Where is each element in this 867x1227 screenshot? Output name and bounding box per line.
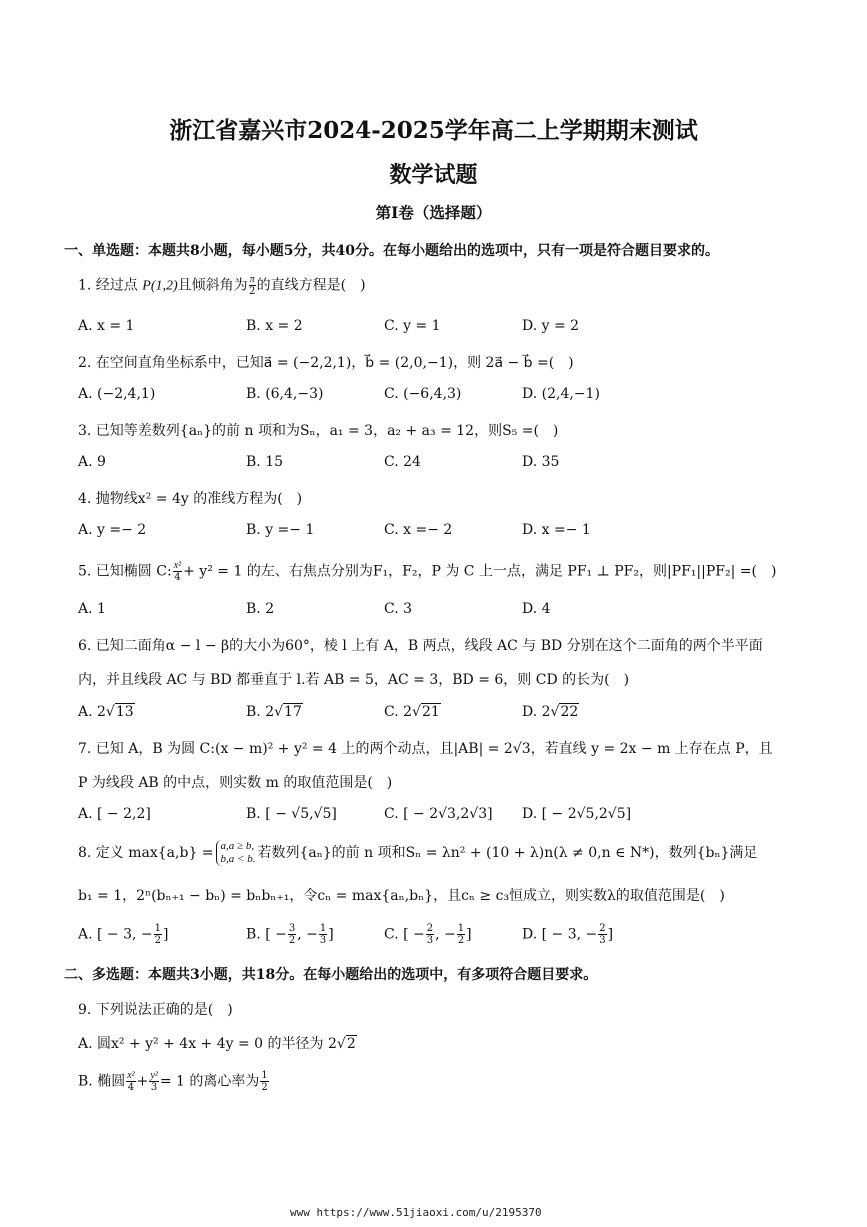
question-3: 3. 已知等差数列{aₙ}的前 n 项和为Sₙ，a₁ = 3，a₂ + a₃ = 12，则S₅ =( ): [78, 423, 559, 439]
q7-option-d: D. [ − 2√5,2√5]: [522, 806, 632, 822]
q2-option-d: D. (2,4,−1): [522, 386, 600, 402]
q5-option-d: D. 4: [522, 601, 551, 617]
question-2: 2. 在空间直角坐标系中，已知a⃗ = (−2,2,1)，b⃗ = (2,0,−1)，则 2a⃗ − b⃗ =( ): [78, 355, 574, 371]
q6-option-b: B. 2√17: [246, 704, 302, 720]
q9-option-b: B. 椭圆 $\frac{\text{x²}}{4}$ + $\frac{\text{y²}}{3}$ = 1 的离心率为 $\frac{1}{2}$: [78, 1070, 268, 1093]
question-9: 9. 下列说法正确的是( ): [78, 1002, 233, 1018]
q1-option-b: B. x = 2: [246, 318, 303, 334]
q6-option-c: C. 2√21: [384, 704, 440, 720]
question-7-line-1: 7. 已知 A，B 为圆 C:(x − m)² + y² = 4 上的两个动点，且|AB| = 2√3，若直线 y = 2x − m 上存在点 P，且: [78, 741, 773, 757]
question-5: 5. 已知椭圆 C: $\frac{\text{x²}}{4}$ + y² = 1 的左、右焦点分别为F₁，F₂，P 为 C 上一点，满足 PF₁ ⊥ PF₂，则|PF₁||PF₂| =( ): [78, 560, 777, 583]
question-8-line-2: b₁ = 1，2ⁿ(bₙ₊₁ − bₙ) = bₙbₙ₊₁，令cₙ = max{aₙ,bₙ}，且cₙ ≥ c₃恒成立，则实数λ的取值范围是( ): [78, 888, 725, 904]
question-4: 4. 抛物线x² = 4y 的准线方程为( ): [78, 491, 303, 507]
q1-option-c: C. y = 1: [384, 318, 441, 334]
q1-option-a: A. x = 1: [78, 318, 135, 334]
q4-option-d: D. x =− 1: [522, 522, 591, 538]
question-1: 1. 经过点 P(1,2)且倾斜角为 $\frac{\pi}{2}$ 的直线方程是( ): [78, 274, 366, 297]
q8-option-b: B. [ − $\frac{3}{2}$ , − $\frac{1}{3}$ ]: [246, 923, 334, 946]
question-6-line-2: 内，并且线段 AC 与 BD 都垂直于 l.若 AB = 5，AC = 3，BD = 6，则 CD 的长为( ): [78, 672, 630, 688]
q5-option-b: B. 2: [246, 601, 275, 617]
q4-option-a: A. y =− 2: [78, 522, 147, 538]
q7-option-c: C. [ − 2√3,2√3]: [384, 806, 493, 822]
section-multi-choice: 二、多选题：本题共3小题，共18分。在每小题给出的选项中，有多项符合题目要求。: [64, 967, 598, 983]
q5-option-c: C. 3: [384, 601, 413, 617]
q2-option-b: B. (6,4,−3): [246, 386, 324, 402]
q8-option-c: C. [ − $\frac{2}{3}$ , − $\frac{1}{2}$ ]: [384, 923, 472, 946]
q4-option-c: C. x =− 2: [384, 522, 453, 538]
question-6-line-1: 6. 已知二面角α − l − β的大小为60°，棱 l 上有 A，B 两点，线段 AC 与 BD 分别在这个二面角的两个半平面: [78, 638, 763, 654]
q9-option-a: A. 圆x² + y² + 4x + 4y = 0 的半径为 2√2: [78, 1036, 356, 1052]
q1-option-d: D. y = 2: [522, 318, 580, 334]
q8-option-d: D. [ − 3, − $\frac{2}{3}$ ]: [522, 923, 614, 946]
question-7-line-2: P 为线段 AB 的中点，则实数 m 的取值范围是( ): [78, 775, 393, 791]
q7-option-b: B. [ − √5,√5]: [246, 806, 337, 822]
part-heading: 第I卷（选择题）: [375, 203, 492, 222]
q2-option-c: C. (−6,4,3): [384, 386, 462, 402]
q5-option-a: A. 1: [78, 601, 106, 617]
q2-option-a: A. (−2,4,1): [78, 386, 156, 402]
q4-option-b: B. y =− 1: [246, 522, 315, 538]
q7-option-a: A. [ − 2,2]: [78, 806, 151, 822]
section-single-choice: 一、单选题：本题共8小题，每小题5分，共40分。在每小题给出的选项中，只有一项是符合题目要求的。: [64, 243, 719, 259]
question-8-line-1: 8. 定义 max{a,b} = a,a ≥ b, b,a < b. 若数列{aₙ}的前 n 项和Sₙ = λn² + (10 + λ)n(λ ≠ 0,n ∈ N*)，数列{bₙ}满足: [78, 840, 758, 865]
piecewise-brace: a,a ≥ b, b,a < b.: [216, 840, 256, 866]
q6-option-d: D. 2√22: [522, 704, 579, 720]
footer-url: www https://www.51jiaoxi.com/u/2195370: [290, 1206, 542, 1219]
q3-option-a: A. 9: [78, 454, 106, 470]
q3-option-c: C. 24: [384, 454, 421, 470]
exam-title: 浙江省嘉兴市2024-2025学年高二上学期期末测试: [169, 117, 698, 144]
exam-subtitle: 数学试题: [389, 162, 478, 188]
q6-option-a: A. 2√13: [78, 704, 134, 720]
q8-option-a: A. [ − 3, − $\frac{1}{2}$ ]: [78, 923, 169, 946]
q3-option-d: D. 35: [522, 454, 560, 470]
q3-option-b: B. 15: [246, 454, 284, 470]
